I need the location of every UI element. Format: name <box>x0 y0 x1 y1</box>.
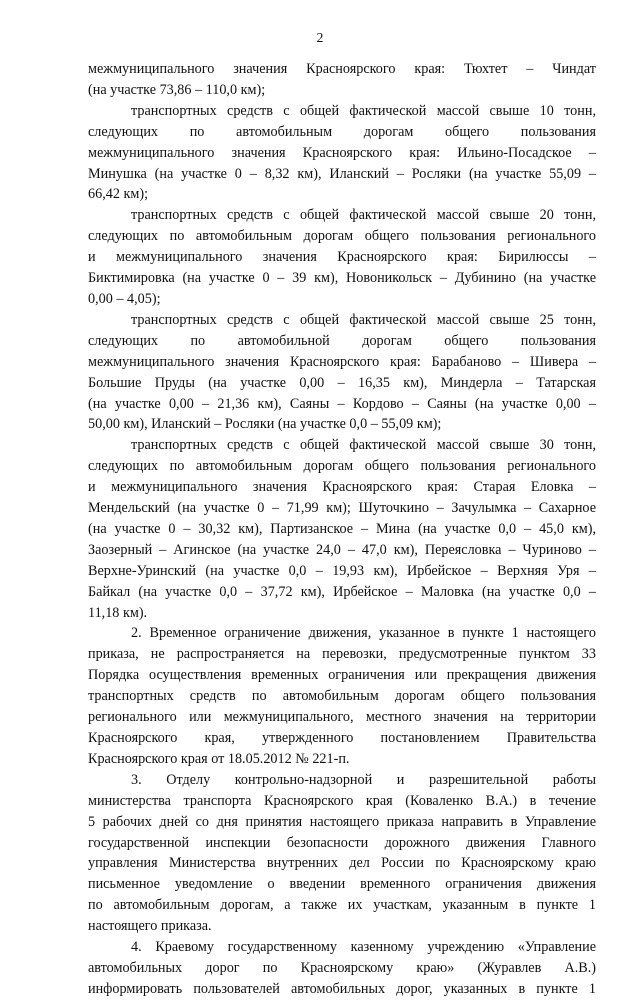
text-line: Красноярского края от 18.05.2012 № 221-п. <box>88 750 350 767</box>
paragraph <box>88 205 596 310</box>
text-line: по автомобильным дорогам, а также их участкам, указанным в пункте 1 <box>88 897 596 914</box>
paragraph <box>88 770 596 937</box>
text-line: Верхне-Уринский (на участке 0,0 – 19,93 км), Ирбейское – Верхняя Уря – <box>88 562 596 579</box>
text-line: приказа, не распространяется на перевозки, предусмотренные пунктом 33 <box>88 646 596 663</box>
text-line: письменное уведомление о введении временного ограничения движения <box>88 876 596 893</box>
text-line: 11,18 км). <box>88 604 148 621</box>
paragraph <box>88 937 596 1000</box>
text-line: автомобильных дорог по Красноярскому краю» (Журавлев А.В.) <box>88 959 596 976</box>
text-line: следующих по автомобильным дорогам общего пользования регионального <box>88 458 596 475</box>
text-line: информировать пользователей автомобильных дорог, указанных в пункте 1 <box>88 980 596 997</box>
text-line: Заозерный – Агинское (на участке 24,0 – 47,0 км), Переясловка – Чуриново – <box>88 541 596 558</box>
text-line: (на участке 0,00 – 21,36 км), Саяны – Кордово – Саяны (на участке 0,00 – <box>88 395 596 412</box>
text-line: Большие Пруды (на участке 0,00 – 16,35 км), Миндерла – Татарская <box>88 374 596 391</box>
text-line: транспортных средств с общей фактической массой свыше 25 тонн, <box>131 311 596 328</box>
page-number: 2 <box>316 30 324 45</box>
text-line: управления Министерства внутренних дел России по Красноярскому краю <box>88 855 596 872</box>
text-line: Байкал (на участке 0,0 – 37,72 км), Ирбейское – Маловка (на участке 0,0 – <box>88 583 596 600</box>
text-line: 5 рабочих дней со дня принятия настоящего приказа направить в Управление <box>88 813 596 830</box>
text-line: следующих по автомобильной дорогам общего пользования <box>88 332 596 349</box>
text-line: Мендельский (на участке 0 – 71,99 км); Шуточкино – Зачулымка – Сахарное <box>88 500 596 517</box>
text-line: министерства транспорта Красноярского края (Коваленко В.А.) в течение <box>88 792 596 809</box>
text-line: (на участке 73,86 – 110,0 км); <box>88 81 266 98</box>
text-line: 4. Краевому государственному казенному учреждению «Управление <box>131 939 596 956</box>
text-line: регионального или межмуниципального, местного значения на территории <box>88 709 596 726</box>
text-line: 0,00 – 4,05); <box>88 290 161 307</box>
text-line: настоящего приказа. <box>88 918 212 935</box>
text-line: транспортных средств с общей фактической массой свыше 20 тонн, <box>131 207 596 224</box>
text-line: государственной инспекции безопасности дорожного движения Главного <box>88 834 596 851</box>
text-line: межмуниципального значения Красноярского края: Барабаново – Шивера – <box>88 353 596 370</box>
text-line: транспортных средств с общей фактической массой свыше 10 тонн, <box>131 102 596 119</box>
text-line: межмуниципального значения Красноярского края: Тюхтет – Чиндат <box>88 61 596 77</box>
text-line: следующих по автомобильным дорогам общего пользования регионального <box>88 228 596 245</box>
document-body <box>88 59 596 1000</box>
paragraph <box>88 310 596 435</box>
text-line: и межмуниципального значения Красноярского края: Бирилюссы – <box>88 249 596 266</box>
text-line: межмуниципального значения Красноярского края: Ильино-Посадское – <box>88 144 596 161</box>
text-line: Минушка (на участке 0 – 8,32 км), Иланский – Росляки (на участке 55,09 – <box>88 165 596 182</box>
text-line: 50,00 км), Иланский – Росляки (на участке 0,0 – 55,09 км); <box>88 416 442 433</box>
text-line: Биктимировка (на участке 0 – 39 км), Новоникольск – Дубинино (на участке <box>88 270 596 287</box>
paragraph <box>88 435 596 623</box>
text-line: Красноярского края, утвержденного постановлением Правительства <box>88 730 596 746</box>
text-line: 3. Отделу контрольно-надзорной и разрешительной работы <box>131 771 596 788</box>
text-line: (на участке 0 – 30,32 км), Партизанское – Мина (на участке 0,0 – 45,0 км), <box>88 520 596 537</box>
text-line: 66,42 км); <box>88 186 149 203</box>
text-line: транспортных средств с общей фактической массой свыше 30 тонн, <box>131 437 596 454</box>
text-line: Порядка осуществления временных ограничения или прекращения движения <box>88 667 596 684</box>
text-line: транспортных средств по автомобильным дорогам общего пользования <box>88 688 596 705</box>
paragraph <box>88 101 596 206</box>
text-line: 2. Временное ограничение движения, указанное в пункте 1 настоящего <box>131 625 596 642</box>
paragraph <box>88 623 596 769</box>
paragraph <box>88 59 596 101</box>
text-line: и межмуниципального значения Красноярского края: Старая Еловка – <box>88 479 596 496</box>
text-line: следующих по автомобильным дорогам общего пользования <box>88 123 596 140</box>
